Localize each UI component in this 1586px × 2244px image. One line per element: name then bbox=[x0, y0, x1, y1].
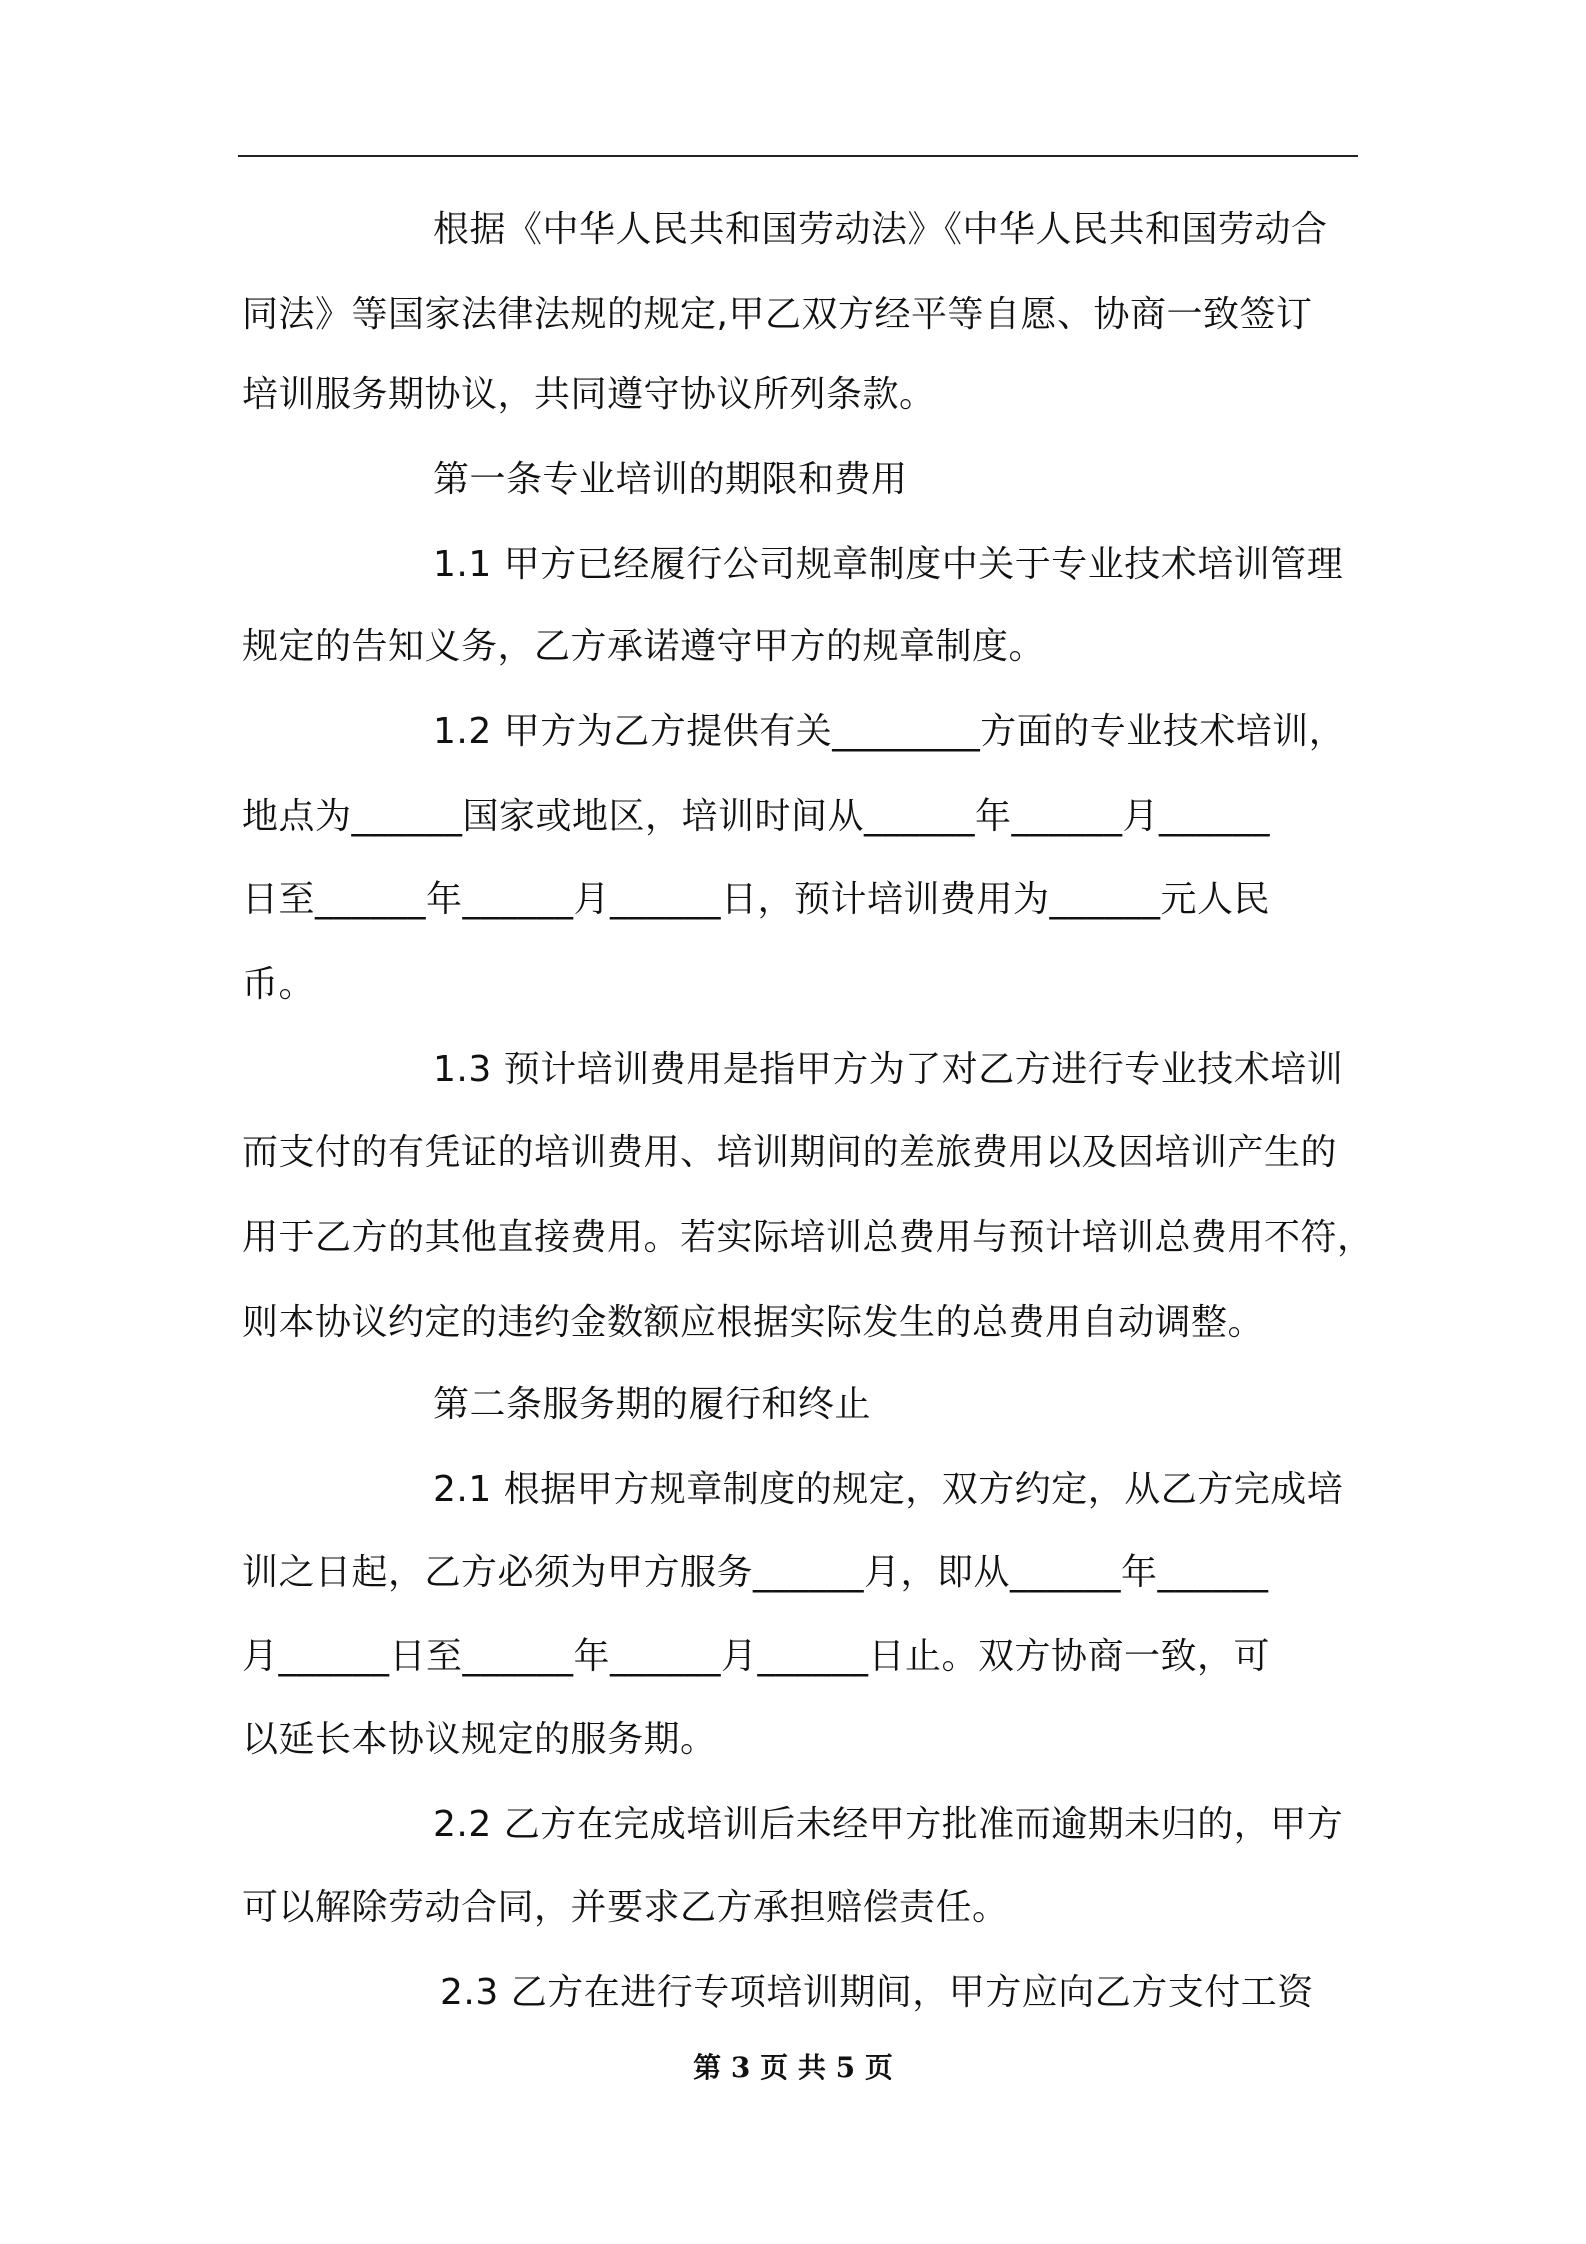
body-line: 根据《中华人民共和国劳动法》《中华人民共和国劳动合 bbox=[433, 209, 1328, 250]
body-line: 可以解除劳动合同，并要求乙方承担赔偿责任。 bbox=[242, 1887, 1009, 1928]
body-line: 以延长本协议规定的服务期。 bbox=[242, 1719, 717, 1760]
body-line: 规定的告知义务，乙方承诺遵守甲方的规章制度。 bbox=[242, 626, 1046, 667]
body-line: 训之日起，乙方必须为甲方服务______月，即从______年______ bbox=[242, 1552, 1269, 1593]
body-line: 月______日至______年______月______日止。双方协商一致，可 bbox=[242, 1636, 1271, 1677]
section-heading: 第二条服务期的履行和终止 bbox=[433, 1384, 872, 1425]
body-line: 日至______年______月______日，预计培训费用为______元人民 bbox=[242, 879, 1271, 920]
body-line: 1.3 预计培训费用是指甲方为了对乙方进行专业技术培训 bbox=[433, 1049, 1344, 1090]
body-line: 2.1 根据甲方规章制度的规定，双方约定，从乙方完成培 bbox=[433, 1469, 1344, 1510]
body-line: 用于乙方的其他直接费用。若实际培训总费用与预计培训总费用不符， bbox=[242, 1217, 1374, 1258]
body-line: 而支付的有凭证的培训费用、培训期间的差旅费用以及因培训产生的 bbox=[242, 1132, 1338, 1173]
body-line: 币。 bbox=[242, 964, 316, 1005]
body-line: 2.2 乙方在完成培训后未经甲方批准而逾期未归的，甲方 bbox=[433, 1804, 1344, 1845]
header-rule bbox=[238, 155, 1358, 157]
page-indicator: 第 3 页 共 5 页 bbox=[693, 2051, 893, 2084]
body-line: 1.1 甲方已经履行公司规章制度中关于专业技术培训管理 bbox=[433, 544, 1344, 585]
section-heading: 第一条专业培训的期限和费用 bbox=[433, 459, 908, 500]
body-line: 地点为______国家或地区，培训时间从______年______月______ bbox=[242, 796, 1271, 837]
body-line: 2.3 乙方在进行专项培训期间，甲方应向乙方支付工资 bbox=[440, 1972, 1314, 2013]
body-line: 1.2 甲方为乙方提供有关________方面的专业技术培训， bbox=[433, 711, 1346, 752]
body-line: 同法》等国家法律法规的规定,甲乙双方经平等自愿、协商一致签订 bbox=[242, 294, 1313, 335]
body-line: 则本协议约定的违约金数额应根据实际发生的总费用自动调整。 bbox=[242, 1302, 1265, 1343]
body-line: 培训服务期协议，共同遵守协议所列条款。 bbox=[242, 374, 936, 415]
